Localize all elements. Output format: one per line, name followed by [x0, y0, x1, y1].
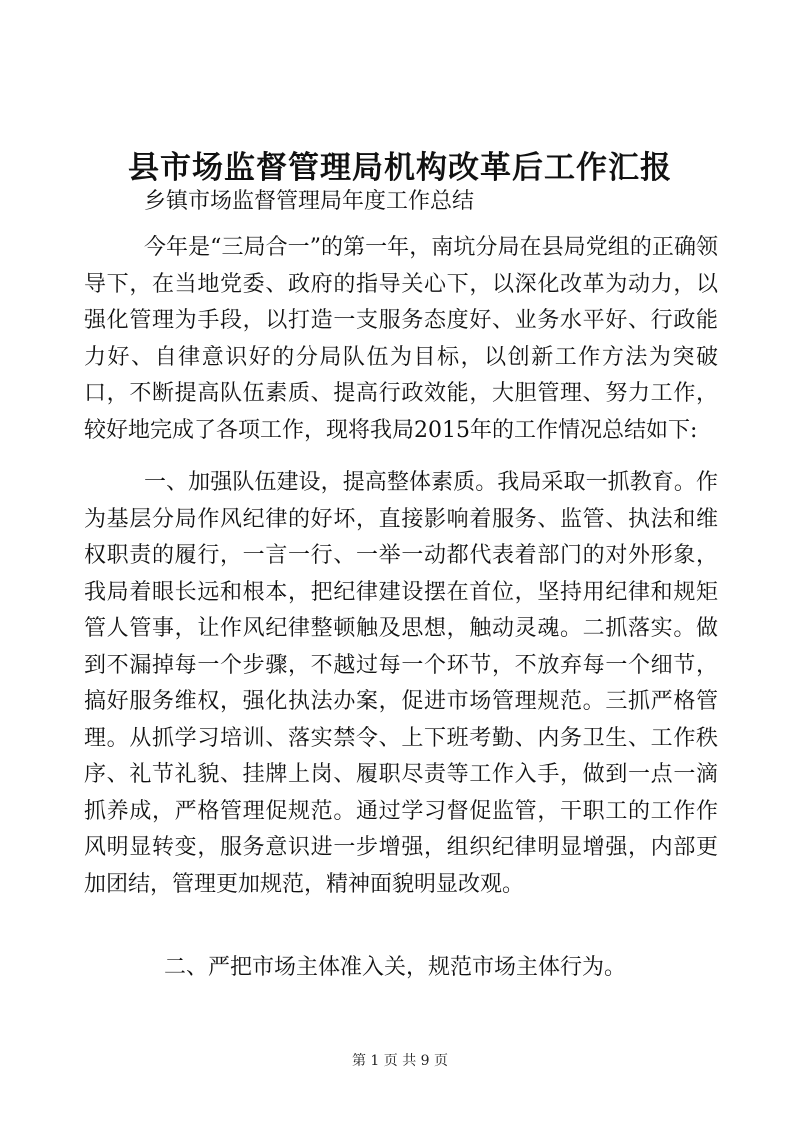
- document-title: 县市场监督管理局机构改革后工作汇报: [128, 150, 672, 186]
- paragraph-market-access: [84, 950, 718, 987]
- paragraph-team-building: 一、加强队伍建设，提高整体素质。我局采取一抓教育。作为基层分局作风纪律的好坏，直接影响着服务、监管、执法和维权职责的履行，一言一行、一举一动都代表着部门的对外形象，我局着眼长远和根本，把纪律建设摆在首位，坚持用纪律和规矩管人管事，让作风纪律整顿触及思想，触动灵魂。二抓落实。做到不漏掉每一个步骤，不越过每一个环节，不放弃每一个细节，搞好服务维权，强化执法办案，促进市场管理规范。三抓严格管理。从抓学习培训、落实禁令、上下班考勤、内务卫生、工作秩序、礼节礼貌、挂牌上岗、履职尽责等工作入手，做到一点一滴抓养成，严格管理促规范。通过学习督促监管，干职工的工作作风明显转变，服务意识进一步增强，组织纪律明显增强，内部更加团结，管理更加规范，精神面貌明显改观。: [84, 470, 718, 897]
- paragraph-intro: 今年是“三局合一”的第一年，南坑分局在县局党组的正确领导下，在当地党委、政府的指导关心下，以深化改革为动力，以强化管理为手段，以打造一支服务态度好、业务水平好、行政能力好、自律意识好的分局队伍为目标，以创新工作方法为突破口，不断提高队伍素质、提高行政效能，大胆管理、努力工作，较好地完成了各项工作，现将我局2015年的工作情况总结如下:: [84, 235, 718, 443]
- paragraph-market-access-text: 二、严把市场主体准入关，规范市场主体行为。: [164, 955, 627, 980]
- document-subtitle: 乡镇市场监督管理局年度工作总结: [144, 189, 475, 214]
- page-footer: 第 1 页 共 9 页: [351, 1053, 449, 1069]
